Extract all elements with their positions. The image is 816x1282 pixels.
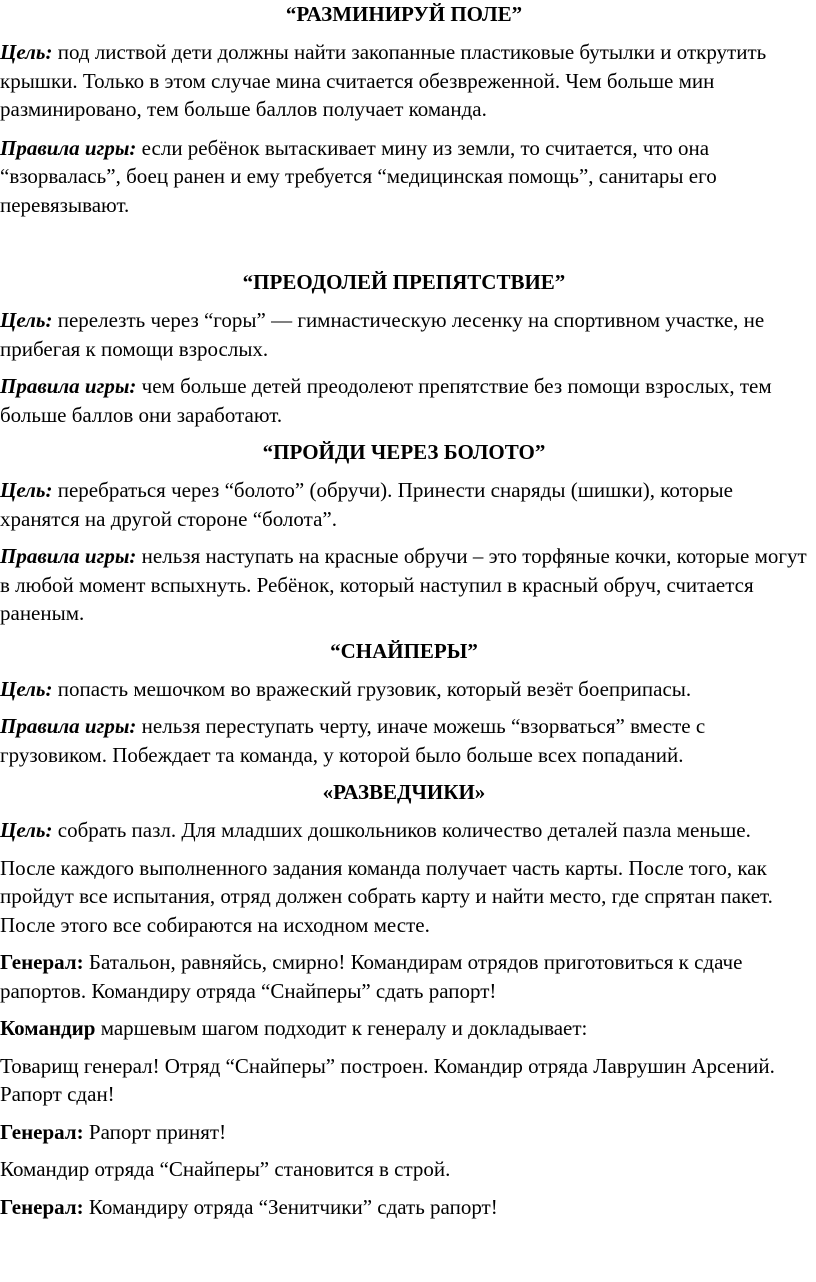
- goal-label: Цель:: [0, 308, 53, 332]
- general-line-1: [0, 948, 808, 1005]
- goal-text: перебраться через “болото” (обручи). Принести снаряды (шишки), которые хранятся на другой стороне “болота”.: [0, 478, 733, 531]
- rules-label: Правила игры:: [0, 374, 137, 398]
- report-paragraph: Товарищ генерал! Отряд “Снайперы” построен. Командир отряда Лаврушин Арсений. Рапорт сдан!: [0, 1053, 775, 1106]
- goal-paragraph-snaipery: [0, 675, 808, 704]
- goal-label: Цель:: [0, 676, 53, 701]
- speaker-label-general: Генерал:: [0, 950, 84, 974]
- speaker-label-commander: Командир: [0, 1016, 96, 1040]
- rules-paragraph-snaipery: [0, 712, 808, 769]
- rules-paragraph-preodoley: [0, 372, 808, 429]
- goal-paragraph-razvedchiki: [0, 816, 808, 845]
- speaker-label-general: Генерал:: [0, 1194, 84, 1219]
- section-title-razminiruy: “РАЗМИНИРУЙ ПОЛЕ”: [285, 2, 523, 26]
- return-line: Командир отряда “Снайперы” становится в строй.: [0, 1157, 451, 1181]
- goal-text: попасть мешочком во вражеский грузовик, который везёт боеприпасы.: [52, 676, 692, 701]
- goal-text: перелезть через “горы” — гимнастическую лесенку на спортивном участке, не прибегая к помощи взрослых.: [0, 308, 765, 361]
- section-title-preodoley: “ПРЕОДОЛЕЙ ПРЕПЯТСТВИЕ”: [242, 270, 566, 294]
- speech-text: Командиру отряда “Зенитчики” сдать рапорт!: [83, 1194, 498, 1219]
- rules-label: Правила игры:: [0, 714, 137, 738]
- goal-paragraph-preodoley: [0, 306, 808, 363]
- speech-text: Рапорт принят!: [83, 1119, 227, 1144]
- goal-label: Цель:: [0, 818, 53, 842]
- after-tasks-paragraph: После каждого выполненного задания команда получает часть карты. После того, как пройдут все испытания, отряд должен собрать карту и найти место, где спрятан пакет. После этого все собираются на исходном месте.: [0, 855, 773, 937]
- rules-paragraph-razminiruy: [0, 134, 808, 220]
- goal-paragraph-razminiruy: [0, 38, 808, 124]
- rules-text: если ребёнок вытаскивает мину из земли, то считается, что она “взорвалась”, боец ранен и ему требуется “медицинская помощь”, санитары его перевязывают.: [0, 135, 717, 217]
- section-title-boloto: “ПРОЙДИ ЧЕРЕЗ БОЛОТО”: [262, 440, 546, 464]
- general-line-3: [0, 1193, 808, 1222]
- section-title-razvedchiki: «РАЗВЕДЧИКИ»: [322, 780, 486, 804]
- rules-label: Правила игры:: [0, 544, 137, 568]
- commander-line: [0, 1014, 808, 1043]
- rules-text: чем больше детей преодолеют препятствие без помощи взрослых, тем больше баллов они заработают.: [0, 374, 772, 427]
- general-line-2: [0, 1118, 808, 1147]
- speech-text: маршевым шагом подходит к генералу и докладывает:: [95, 1016, 588, 1040]
- rules-text: нельзя наступать на красные обручи – это торфяные кочки, которые могут в любой момент вспыхнуть. Ребёнок, который наступил в красный обруч, считается раненым.: [0, 544, 807, 625]
- goal-label: Цель:: [0, 40, 53, 64]
- goal-label: Цель:: [0, 478, 53, 502]
- rules-label: Правила игры:: [0, 135, 137, 160]
- speech-text: Батальон, равняйсь, смирно! Командирам отрядов приготовиться к сдаче рапортов. Командиру отряда “Снайперы” сдать рапорт!: [0, 950, 743, 1003]
- rules-paragraph-boloto: [0, 542, 808, 628]
- goal-text: под листвой дети должны найти закопанные пластиковые бутылки и открутить крышки. Только в этом случае мина считается обезвреженной. Чем больше мин разминировано, тем больше баллов получает команда.: [0, 40, 767, 121]
- goal-paragraph-boloto: [0, 476, 808, 533]
- goal-text: собрать пазл. Для младших дошкольников количество деталей пазла меньше.: [52, 818, 751, 842]
- section-title-snaipery: “СНАЙПЕРЫ”: [330, 638, 478, 663]
- rules-text: нельзя переступать черту, иначе можешь “взорваться” вместе с грузовиком. Побеждает та команда, у которой было больше всех попаданий.: [0, 714, 706, 767]
- speaker-label-general: Генерал:: [0, 1119, 84, 1144]
